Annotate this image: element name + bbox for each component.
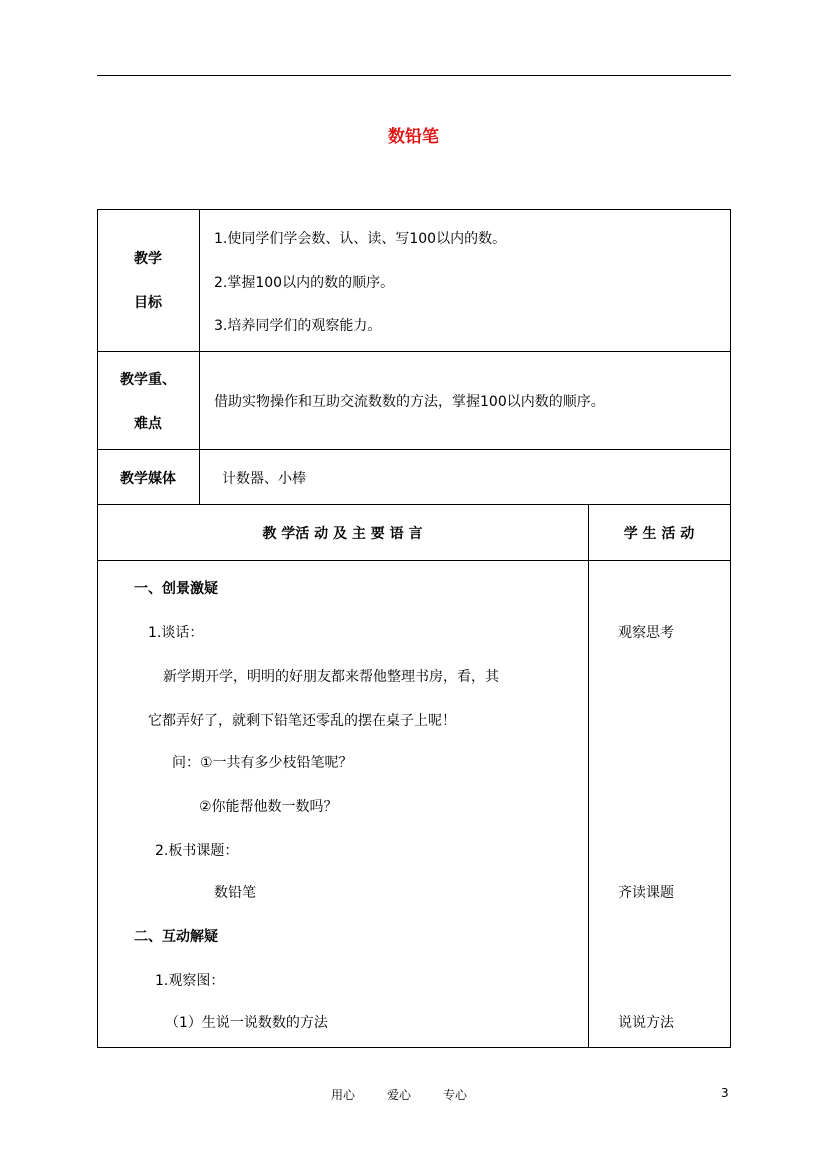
content-line: 新学期开学，明明的好朋友都来帮他整理书房，看，其 [163,669,499,685]
table-border-top [97,209,731,210]
section-heading: 二、互动解疑 [134,929,218,945]
objective-item: 1.使同学们学会数、认、读、写100以内的数。 [214,231,507,247]
activities-header: 教 学活 动 及 主 要 语 言 [262,526,423,542]
content-line: 问：①一共有多少枝铅笔呢？ [172,755,353,771]
row-divider [97,351,731,352]
content-line: 数铅笔 [214,885,256,901]
key-points-label-line2: 难点 [134,416,162,432]
content-line: 2.板书课题： [155,843,239,859]
header-rule [97,75,731,76]
footer-word: 爱心 [387,1088,412,1102]
table-border-bottom [97,1047,731,1048]
media-label: 教学媒体 [120,471,176,487]
student-activity: 观察思考 [618,625,674,641]
label-column-divider [199,209,200,504]
student-activity: 说说方法 [618,1015,674,1031]
content-line: ②你能帮他数一数吗？ [199,799,338,815]
student-column-divider [588,504,589,1047]
content-line: 1.谈话： [148,625,204,641]
page-title: 数铅笔 [388,127,439,147]
key-points-label-line1: 教学重、 [120,372,176,388]
table-border-right [730,209,731,1048]
content-line: 1.观察图： [155,973,225,989]
content-line: （1）生说一说数数的方法 [165,1015,328,1031]
objective-item: 3.培养同学们的观察能力。 [214,318,382,334]
section-heading: 一、创景激疑 [134,581,218,597]
footer-word: 用心 [331,1088,356,1102]
media-text: 计数器、小棒 [222,471,306,487]
row-divider [97,449,731,450]
objectives-label-line1: 教学 [134,251,162,267]
row-divider [97,560,731,561]
page-number: 3 [721,1086,729,1100]
student-activity: 齐读课题 [618,885,674,901]
footer-word: 专心 [443,1088,468,1102]
objectives-label-line2: 目标 [134,295,162,311]
row-divider [97,504,731,505]
objective-item: 2.掌握100以内的数的顺序。 [214,275,395,291]
key-points-text: 借助实物操作和互助交流数数的方法，掌握100以内数的顺序。 [214,394,605,410]
content-line: 它都弄好了，就剩下铅笔还零乱的摆在桌子上呢！ [148,713,456,729]
student-activities-header: 学 生 活 动 [623,526,695,542]
table-border-left [97,209,98,1048]
